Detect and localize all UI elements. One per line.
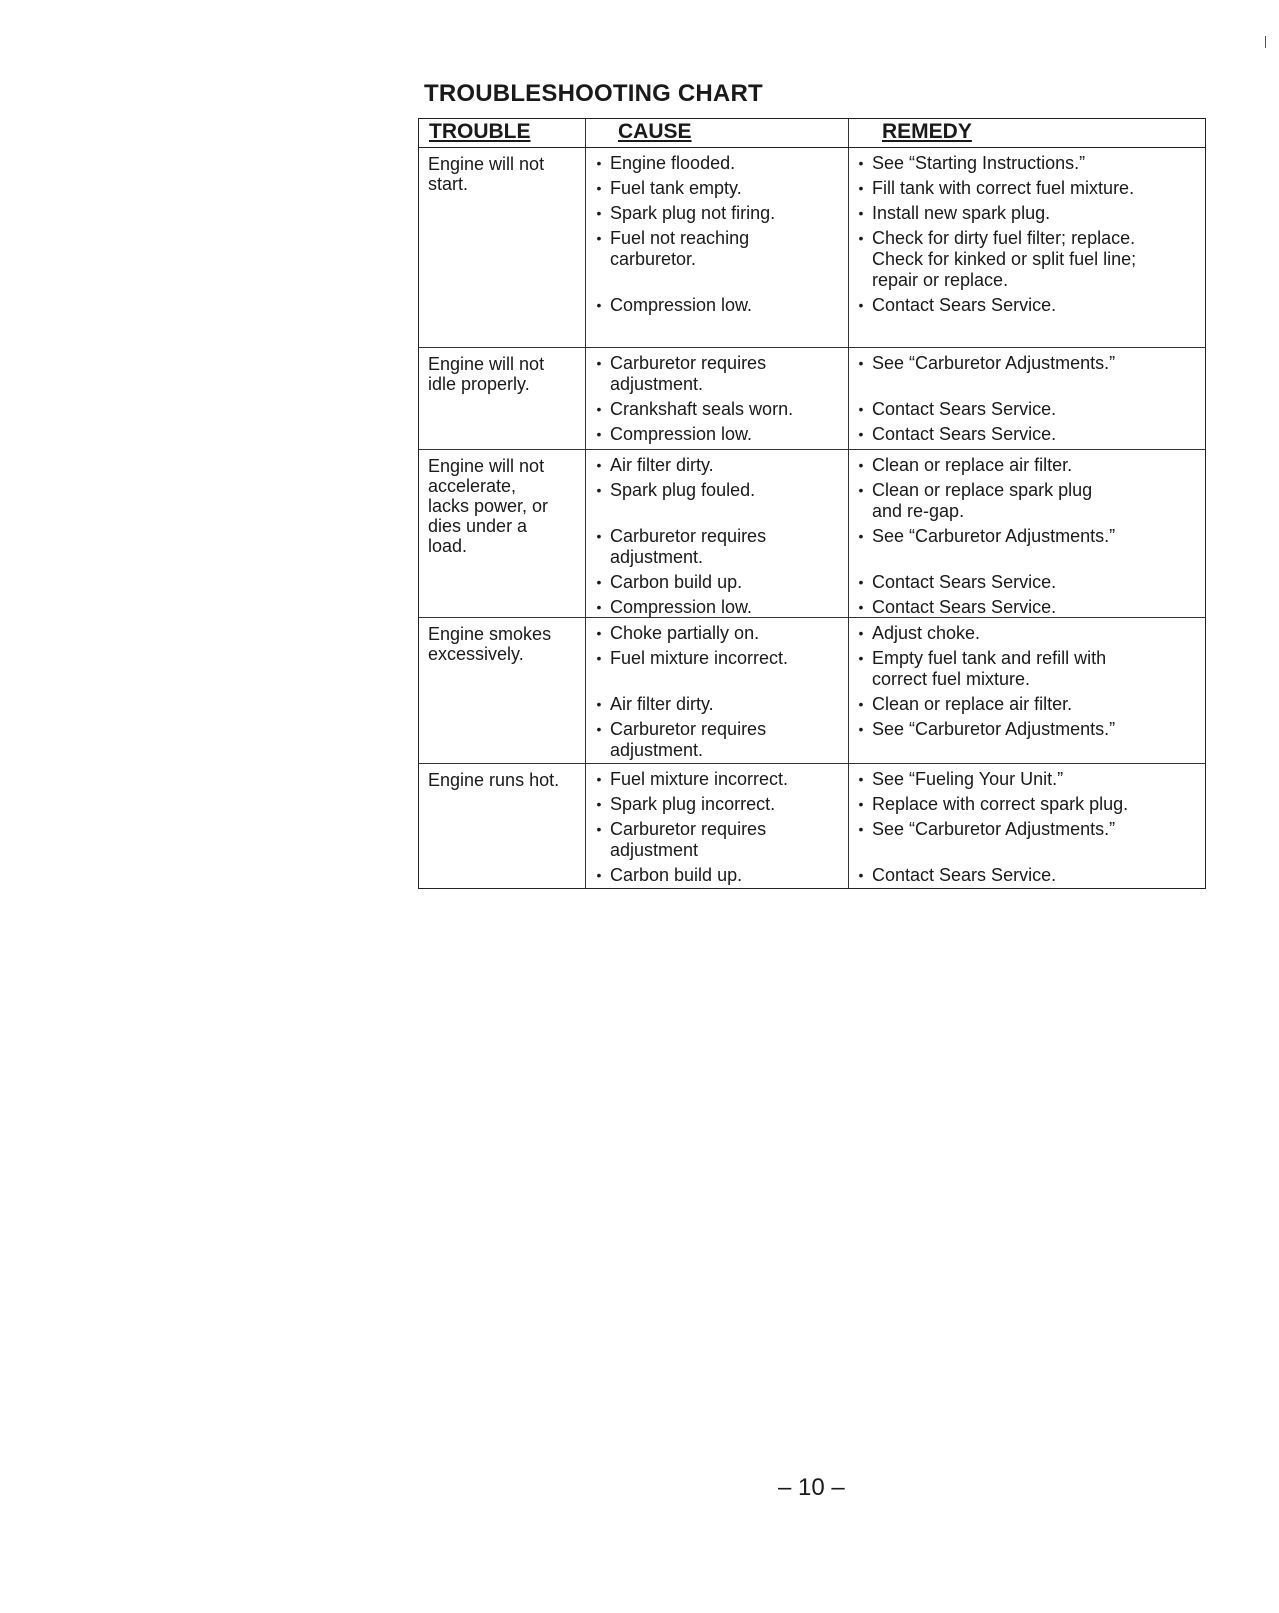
bullet-icon: • [596,650,602,666]
cause-text: Carbon build up. [610,572,743,592]
remedy-item [849,694,1205,715]
header-remedy: REMEDY [882,120,972,143]
bullet-icon: • [858,528,864,544]
cause-text: Fuel mixture incorrect. [610,648,789,668]
trouble-text: Engine will not accelerate, lacks power, or dies under a load. [428,456,549,556]
remedy-text: Empty fuel tank and refill with correct fuel mixture. [872,648,1107,689]
bullet-icon: • [596,771,602,787]
remedy-text: See “Carburetor Adjustments.” [872,719,1116,739]
remedy-item [849,719,1205,740]
bullet-icon: • [596,625,602,641]
bullet-icon: • [596,482,602,498]
remedy-text: See “Carburetor Adjustments.” [872,819,1116,839]
remedy-text: See “Fueling Your Unit.” [872,769,1064,789]
remedy-item [849,865,1205,886]
cause-item [586,526,848,568]
trouble-cell [419,148,586,347]
table-row [419,148,1205,348]
cause-cell [586,764,849,888]
remedy-cell [849,450,1205,617]
bullet-icon: • [858,426,864,442]
trouble-cell [419,450,586,617]
bullet-icon: • [858,574,864,590]
trouble-text: Engine will not idle properly. [428,354,545,394]
page-title: TROUBLESHOOTING CHART [424,80,763,107]
remedy-text: Fill tank with correct fuel mixture. [872,178,1135,198]
cause-text: Compression low. [610,295,753,315]
header-cause: CAUSE [618,120,692,143]
table-row [419,764,1205,888]
remedy-cell [849,764,1205,888]
bullet-icon: • [596,696,602,712]
bullet-icon: • [858,696,864,712]
cause-item [586,769,848,790]
cause-item [586,353,848,395]
cause-cell [586,450,849,617]
remedy-text: Replace with correct spark plug. [872,794,1129,814]
remedy-item [849,572,1205,593]
trouble-cell [419,764,586,888]
bullet-icon: • [596,297,602,313]
cause-cell [586,348,849,449]
trouble-cell [419,618,586,763]
bullet-icon: • [596,796,602,812]
page-number: – 10 – [778,1474,845,1501]
scan-mark [1265,36,1266,48]
remedy-item [849,597,1205,618]
cause-item [586,572,848,593]
bullet-icon: • [596,821,602,837]
bullet-icon: • [596,205,602,221]
bullet-icon: • [858,599,864,615]
remedy-item [849,794,1205,815]
header-cause-cell [586,119,849,147]
remedy-item [849,424,1205,445]
bullet-icon: • [596,230,602,246]
remedy-item [849,295,1205,316]
remedy-text: See “Carburetor Adjustments.” [872,526,1116,546]
cause-text: Compression low. [610,424,753,444]
remedy-item [849,455,1205,476]
bullet-icon: • [858,867,864,883]
remedy-text: Contact Sears Service. [872,572,1057,592]
remedy-text: Contact Sears Service. [872,399,1057,419]
bullet-icon: • [596,426,602,442]
remedy-item [849,526,1205,547]
remedy-item [849,648,1205,690]
bullet-icon: • [858,625,864,641]
cause-text: Engine flooded. [610,153,736,173]
cause-item [586,203,848,224]
cause-cell [586,618,849,763]
bullet-icon: • [858,796,864,812]
cause-item [586,228,848,270]
bullet-icon: • [858,482,864,498]
troubleshooting-table [418,118,1206,889]
remedy-item [849,819,1205,840]
remedy-item [849,769,1205,790]
bullet-icon: • [858,205,864,221]
cause-item [586,819,848,861]
cause-item [586,623,848,644]
bullet-icon: • [596,155,602,171]
remedy-item [849,480,1205,522]
cause-text: Spark plug not firing. [610,203,776,223]
cause-text: Air filter dirty. [610,455,714,475]
remedy-text: Contact Sears Service. [872,865,1057,885]
cause-item [586,865,848,886]
remedy-text: Contact Sears Service. [872,597,1057,617]
cause-text: Fuel not reaching carburetor. [610,228,750,269]
remedy-text: Adjust choke. [872,623,981,643]
bullet-icon: • [596,528,602,544]
table-row [419,618,1205,764]
remedy-item [849,203,1205,224]
trouble-text: Engine will not start. [428,154,545,194]
remedy-text: Clean or replace air filter. [872,455,1073,475]
remedy-item [849,178,1205,199]
bullet-icon: • [858,650,864,666]
remedy-item [849,353,1205,374]
remedy-text: Contact Sears Service. [872,295,1057,315]
cause-text: Spark plug fouled. [610,480,756,500]
remedy-text: See “Carburetor Adjustments.” [872,353,1116,373]
remedy-item [849,153,1205,174]
cause-text: Air filter dirty. [610,694,714,714]
cause-item [586,153,848,174]
cause-item [586,480,848,501]
bullet-icon: • [858,297,864,313]
cause-text: Crankshaft seals worn. [610,399,794,419]
bullet-icon: • [858,771,864,787]
cause-text: Choke partially on. [610,623,760,643]
cause-item [586,455,848,476]
cause-cell [586,148,849,347]
cause-text: Fuel mixture incorrect. [610,769,789,789]
bullet-icon: • [858,721,864,737]
bullet-icon: • [596,574,602,590]
remedy-item [849,228,1205,291]
remedy-cell [849,618,1205,763]
bullet-icon: • [858,180,864,196]
bullet-icon: • [596,401,602,417]
header-trouble-cell [419,119,586,147]
bullet-icon: • [596,355,602,371]
cause-text: Carburetor requires adjustment. [610,353,767,394]
table-row [419,450,1205,618]
cause-item [586,399,848,420]
cause-item [586,794,848,815]
bullet-icon: • [596,457,602,473]
trouble-text: Engine runs hot. [428,770,560,790]
cause-text: Carburetor requires adjustment [610,819,767,860]
bullet-icon: • [858,457,864,473]
bullet-icon: • [596,867,602,883]
remedy-item [849,399,1205,420]
cause-item [586,648,848,669]
table-row [419,348,1205,450]
cause-item [586,178,848,199]
cause-text: Carburetor requires adjustment. [610,719,767,760]
remedy-text: Install new spark plug. [872,203,1051,223]
cause-item [586,295,848,316]
cause-item [586,597,848,618]
remedy-text: Clean or replace air filter. [872,694,1073,714]
bullet-icon: • [858,355,864,371]
header-trouble: TROUBLE [429,120,531,143]
cause-text: Carbon build up. [610,865,743,885]
cause-text: Spark plug incorrect. [610,794,776,814]
remedy-text: Clean or replace spark plug and re-gap. [872,480,1093,521]
bullet-icon: • [596,180,602,196]
trouble-cell [419,348,586,449]
bullet-icon: • [596,721,602,737]
bullet-icon: • [858,230,864,246]
remedy-cell [849,348,1205,449]
header-remedy-cell [849,119,1205,147]
cause-text: Fuel tank empty. [610,178,742,198]
remedy-text: Contact Sears Service. [872,424,1057,444]
bullet-icon: • [596,599,602,615]
bullet-icon: • [858,155,864,171]
cause-item [586,424,848,445]
remedy-text: See “Starting Instructions.” [872,153,1086,173]
bullet-icon: • [858,401,864,417]
cause-item [586,694,848,715]
cause-text: Compression low. [610,597,753,617]
remedy-text: Check for dirty fuel filter; replace. Check for kinked or split fuel line; repair or replace. [872,228,1137,290]
remedy-cell [849,148,1205,347]
bullet-icon: • [858,821,864,837]
table-header-row [419,119,1205,148]
cause-item [586,719,848,761]
remedy-item [849,623,1205,644]
cause-text: Carburetor requires adjustment. [610,526,767,567]
trouble-text: Engine smokes excessively. [428,624,552,664]
